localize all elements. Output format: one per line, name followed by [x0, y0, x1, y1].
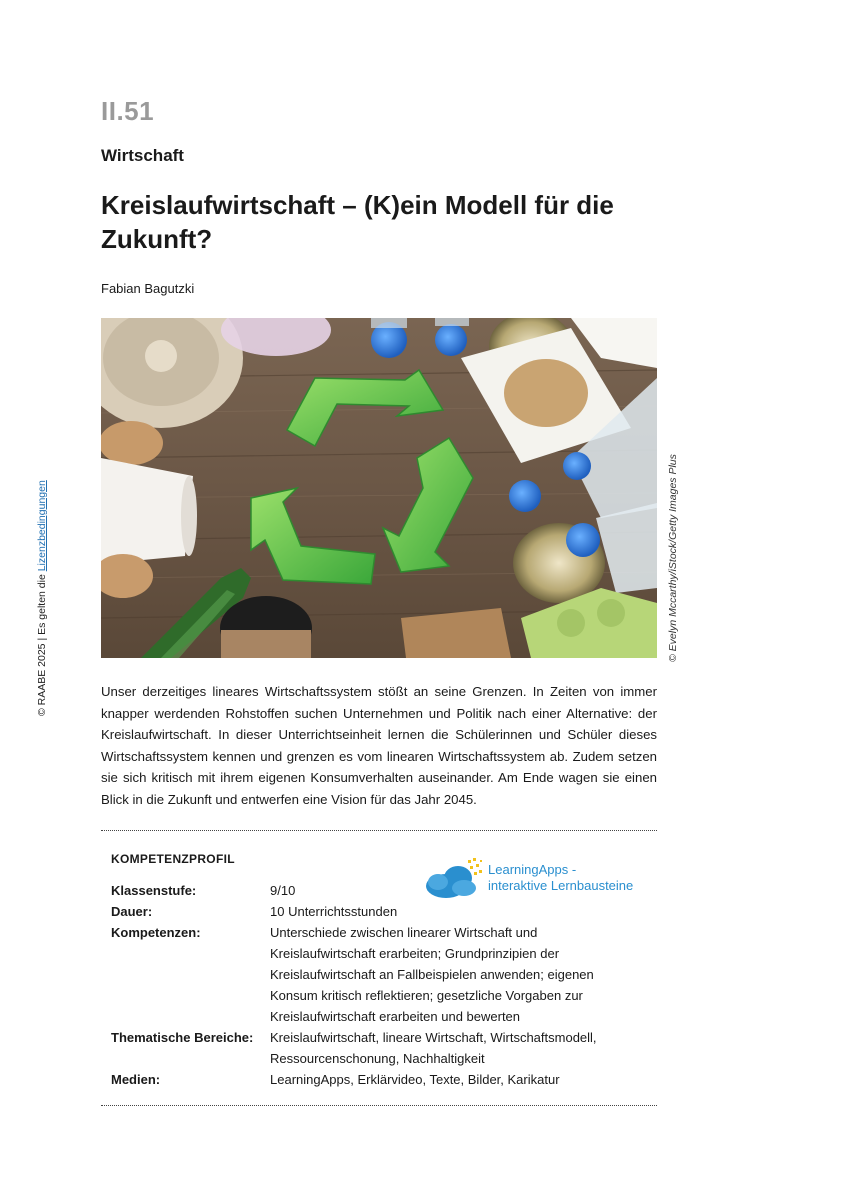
hero-photo-recycling	[101, 318, 657, 658]
intro-paragraph: Unser derzeitiges lineares Wirtschaftssystem stößt an seine Grenzen. In Zeiten von immer knapper werdenden Rohstoffen suchen Unternehmen und Politik nach einer Alternative: der Kreislaufwirtschaft. In dieser Unterrichtseinheit lernen die Schülerinnen und Schüler dieses Wirtschaftssystem kennen und grenzen es vom linearen Wirtschaftssystem ab. Zudem setzen sie sich kritisch mit ihrem eigenen Konsumverhalten auseinander. Am Ende wagen sie einen Blick in die Zukunft und entwerfen eine Vision für das Jahr 2045.	[101, 684, 657, 807]
competence-profile-heading: KOMPETENZPROFIL	[111, 852, 235, 866]
profile-label: Thematische Bereiche:	[111, 1030, 254, 1045]
profile-value: Unterschiede zwischen linearer Wirtschaft und Kreislaufwirtschaft erarbeiten; Grundprinzipien der Kreislaufwirtschaft an Fallbeispielen anwenden; eigenen Konsum kritisch reflektieren; gesetzliche Vorgaben zur Kreislaufwirtschaft erarbeiten und bewerten	[270, 925, 594, 1024]
profile-value: 9/10	[270, 883, 296, 898]
license-terms-link[interactable]: Lizenzbedingungen	[36, 480, 48, 572]
section-number: II.51	[101, 96, 155, 126]
profile-value: 10 Unterrichtsstunden	[270, 904, 398, 919]
profile-label: Dauer:	[111, 904, 153, 919]
dotted-divider-bottom	[101, 1105, 657, 1106]
license-prefix: © RAABE 2025 | Es gelten die	[36, 571, 48, 716]
learningapps-label-line2: interaktive Lernbausteine	[488, 878, 634, 893]
page-title: Kreislaufwirtschaft – (K)ein Modell für die Zukunft?	[101, 190, 614, 254]
photo-credit: © Evelyn Mccarthy/iStock/Getty Images Plus	[667, 454, 679, 662]
recycling-still-life-image	[101, 318, 657, 658]
license-notice	[36, 480, 48, 716]
profile-value: LearningApps, Erklärvideo, Texte, Bilder, Karikatur	[270, 1072, 560, 1087]
author-name: Fabian Bagutzki	[101, 281, 195, 296]
profile-label: Medien:	[111, 1072, 161, 1087]
profile-label: Klassenstufe:	[111, 883, 197, 898]
profile-value: Kreislaufwirtschaft, lineare Wirtschaft, Wirtschaftsmodell, Ressourcenschonung, Nachhaltigkeit	[270, 1030, 597, 1066]
learningapps-label-line1: LearningApps -	[488, 862, 577, 877]
subject-heading: Wirtschaft	[101, 146, 184, 165]
dotted-divider-top	[101, 830, 657, 831]
profile-label: Kompetenzen:	[111, 925, 201, 940]
